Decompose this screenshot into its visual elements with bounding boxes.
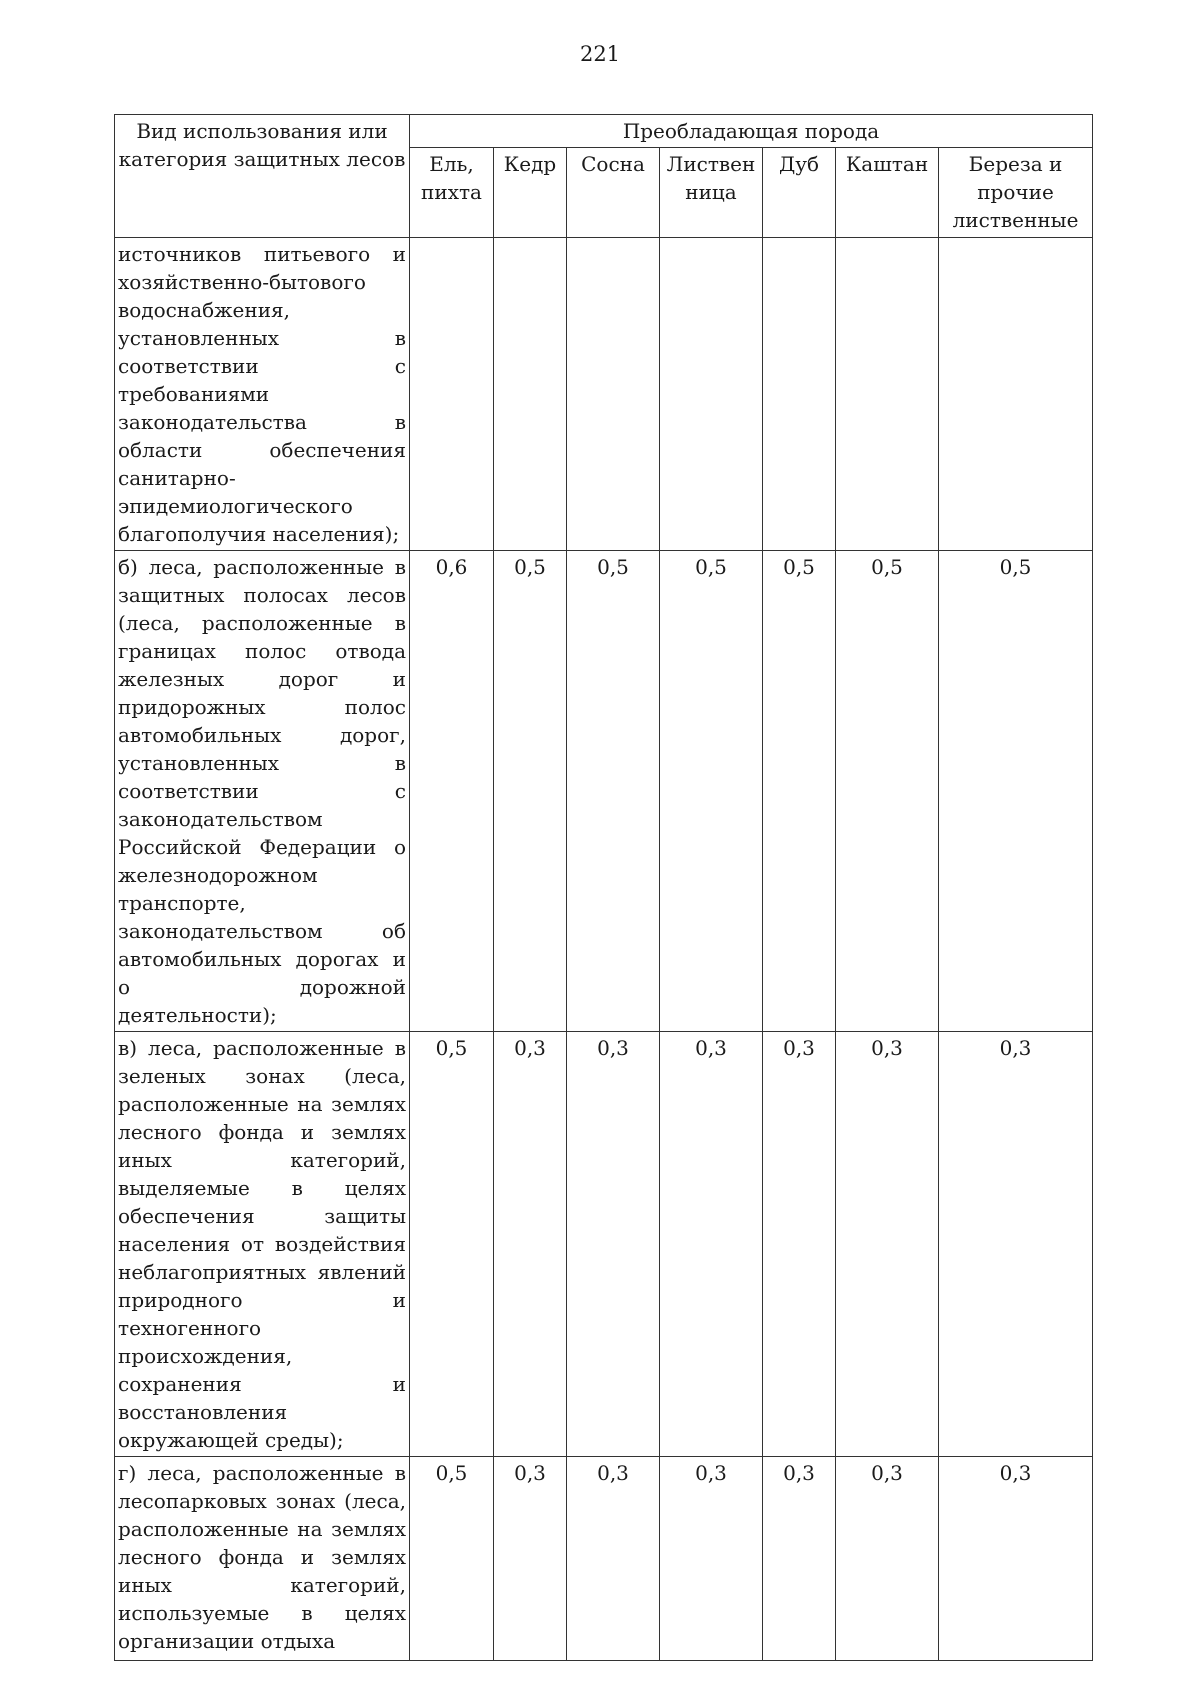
row-value: 0,5	[410, 1032, 494, 1457]
row-value: 0,5	[410, 1457, 494, 1661]
row-value: 0,3	[836, 1457, 939, 1661]
table-row	[115, 551, 1093, 1032]
row-value	[567, 238, 660, 551]
header-group-label: Преобладающая порода	[410, 115, 1093, 148]
table-row	[115, 1457, 1093, 1661]
row-value: 0,3	[763, 1457, 836, 1661]
row-value: 0,3	[660, 1457, 763, 1661]
table-row	[115, 238, 1093, 551]
header-species-cedar: Кедр	[494, 148, 567, 238]
row-value	[939, 238, 1093, 551]
row-value: 0,5	[567, 551, 660, 1032]
row-value: 0,5	[494, 551, 567, 1032]
row-value: 0,5	[763, 551, 836, 1032]
row-description: г) леса, расположенные в лесопарковых зонах (леса, расположенные на землях лесного фонда и землях иных категорий, используемые в целях организации отдыха	[115, 1457, 410, 1661]
header-row-1	[115, 115, 1093, 148]
row-description: б) леса, расположенные в защитных полосах лесов (леса, расположенные в границах полос отвода железных дорог и придорожных полос автомобильных дорог, установленных в соответствии с законодательством Российской Федерации о железнодорожном транспорте, законодательством об автомобильных дорогах и о дорожной деятельности);	[115, 551, 410, 1032]
header-species-chestnut: Каштан	[836, 148, 939, 238]
page-number: 221	[579, 42, 621, 66]
row-value	[660, 238, 763, 551]
header-species-birch-other: Береза и прочие лиственные	[939, 148, 1093, 238]
row-value: 0,5	[939, 551, 1093, 1032]
row-value: 0,3	[763, 1032, 836, 1457]
header-species-oak: Дуб	[763, 148, 836, 238]
row-description: в) леса, расположенные в зеленых зонах (леса, расположенные на землях лесного фонда и землях иных категорий, выделяемые в целях обеспечения защиты населения от воздействия неблагоприятных явлений природного и техногенного происхождения, сохранения и восстановления окружающей среды);	[115, 1032, 410, 1457]
header-species-spruce-fir: Ель, пихта	[410, 148, 494, 238]
table-row	[115, 1032, 1093, 1457]
row-value: 0,3	[939, 1457, 1093, 1661]
row-value: 0,3	[939, 1032, 1093, 1457]
row-value	[836, 238, 939, 551]
row-value: 0,3	[494, 1457, 567, 1661]
row-description: источников питьевого и хозяйственно-бытового водоснабжения, установленных в соответствии с требованиями законодательства в области обеспечения санитарно-эпидемиологического благополучия населения);	[115, 238, 410, 551]
header-row-label: Вид использования или категория защитных лесов	[115, 115, 410, 238]
row-value: 0,3	[567, 1457, 660, 1661]
row-value	[763, 238, 836, 551]
header-species-pine: Сосна	[567, 148, 660, 238]
row-value: 0,3	[836, 1032, 939, 1457]
row-value	[494, 238, 567, 551]
row-value: 0,3	[567, 1032, 660, 1457]
row-value	[410, 238, 494, 551]
row-value: 0,6	[410, 551, 494, 1032]
row-value: 0,5	[836, 551, 939, 1032]
coefficients-table	[114, 114, 1093, 1661]
row-value: 0,3	[494, 1032, 567, 1457]
row-value: 0,3	[660, 1032, 763, 1457]
row-value: 0,5	[660, 551, 763, 1032]
header-species-larch: Листвен ница	[660, 148, 763, 238]
